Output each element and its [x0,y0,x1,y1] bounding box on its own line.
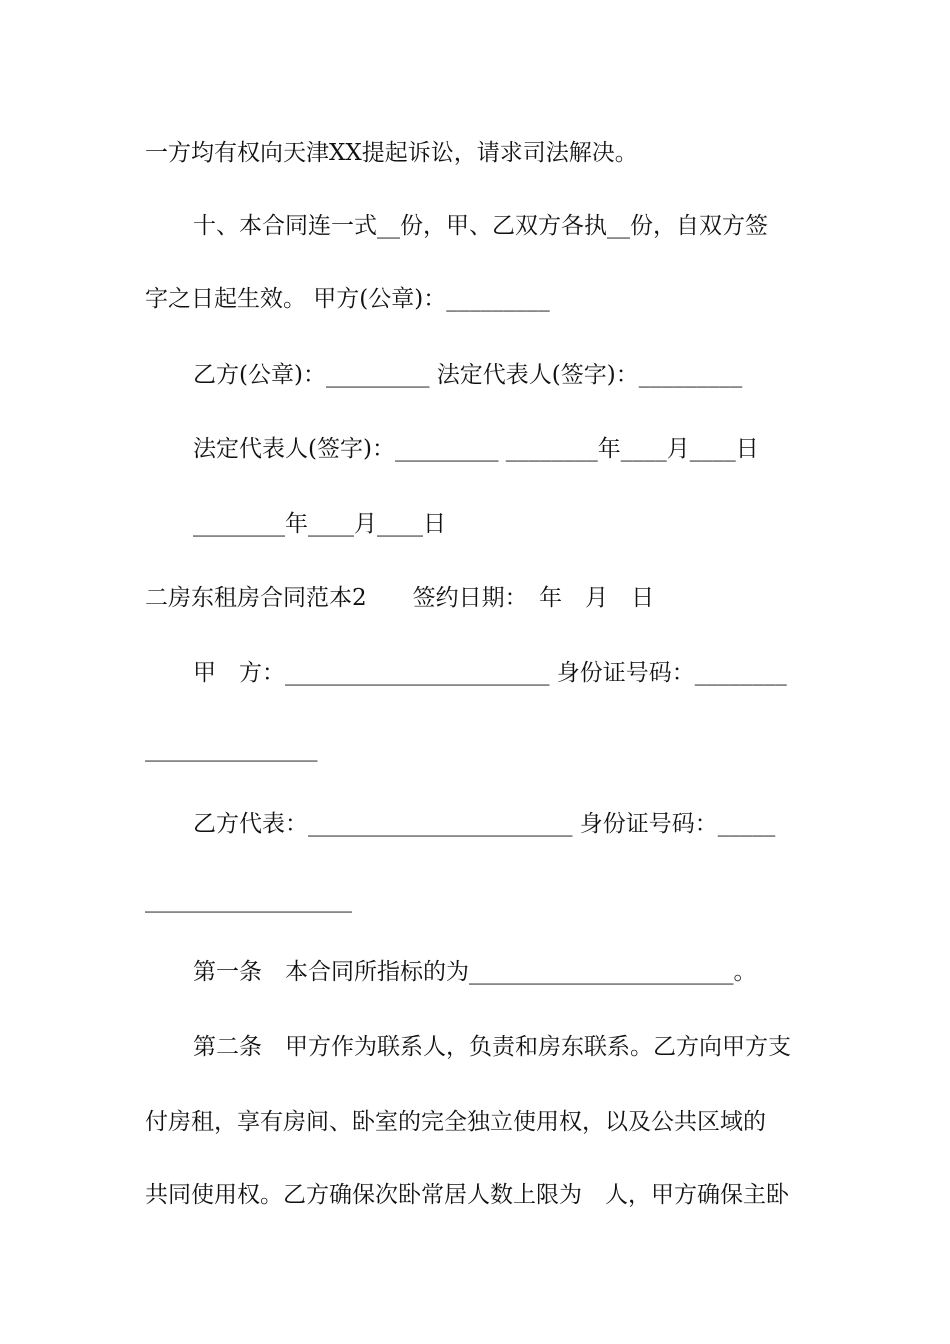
text-line: 第一条 本合同所指标的为_______________________。 [193,959,757,985]
text-line: 甲 方：_______________________ 身份证号码：________ [193,660,787,686]
text-line: __________________ [145,887,352,913]
text-line: 付房租，享有房间、卧室的完全独立使用权，以及公共区域的 [145,1109,766,1135]
text-line: 一方均有权向天津XX提起诉讼，请求司法解决。 [145,140,638,166]
text-line: 乙方代表：_______________________ 身份证号码：_____ [193,811,776,837]
section-title: 二房东租房合同范本2 签约日期： 年 月 日 [145,585,655,611]
text-line: 乙方(公章)：_________ 法定代表人(签字)：_________ [193,362,743,388]
text-line: 第二条 甲方作为联系人，负责和房东联系。乙方向甲方支 [193,1034,791,1060]
text-line: 法定代表人(签字)：_________ ________年____月____日 [193,436,759,462]
text-line: _______________ [145,736,318,762]
text-line: 十、本合同连一式__份，甲、乙双方各执__份，自双方签 [193,213,768,239]
text-line: 字之日起生效。 甲方(公章)：_________ [145,286,550,312]
text-line: 共同使用权。乙方确保次卧常居人数上限为 人，甲方确保主卧 [145,1182,789,1208]
text-line: ________年____月____日 [193,511,446,537]
